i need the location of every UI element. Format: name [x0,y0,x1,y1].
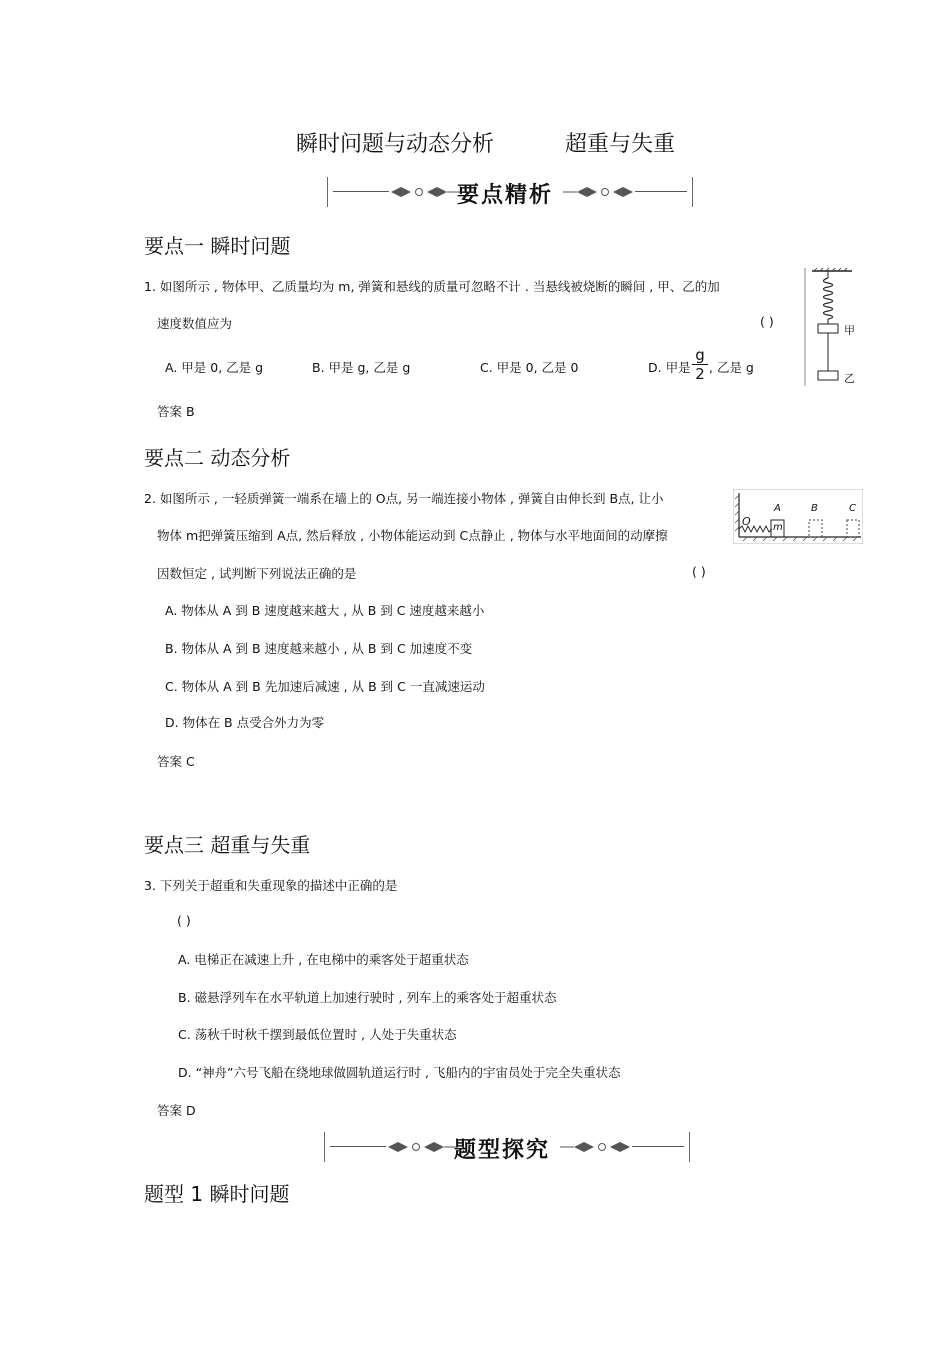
q3-option-c: C. 荡秋千时秋千摆到最低位置时 , 人处于失重状态 [178,1027,457,1042]
page-title-part2: 超重与失重 [565,132,676,157]
section-heading-1: 要点一 瞬时问题 [144,234,291,258]
section-banner-key-points [327,177,693,207]
q1-stem-line1: 1. 如图所示 , 物体甲、乙质量均为 m, 弹簧和悬线的质量可忽略不计 . 当悬线被烧断的瞬间 , 甲、乙的加 [144,279,720,294]
fig-label-jia: 甲 [844,324,855,337]
q3-stem-line1: 3. 下列关于超重和失重现象的描述中正确的是 [144,878,398,893]
fraction-denominator: 2 [695,365,705,383]
q2-option-b: B. 物体从 A 到 B 速度越来越小 , 从 B 到 C 加速度不变 [165,641,473,656]
q3-option-b: B. 磁悬浮列车在水平轨道上加速行驶时 , 列车上的乘客处于超重状态 [178,990,557,1005]
banner-title: 题型探究 [454,1138,551,1163]
q1-option-c: C. 甲是 0, 乙是 0 [480,360,579,375]
section-heading-2: 要点二 动态分析 [144,446,291,470]
ornament-icon [386,1140,458,1154]
q3-option-d: D. “神舟”六号飞船在绕地球做圆轨道运行时 , 飞船内的宇宙员处于完全失重状态 [178,1065,621,1080]
q3-answer-paren: ( ) [177,913,191,928]
ornament-icon [563,185,635,199]
q2-answer-paren: ( ) [692,564,706,579]
q1-answer-paren: ( ) [760,314,774,329]
section-heading-3: 要点三 超重与失重 [144,833,311,857]
q1-option-d-prefix: D. 甲是 [648,360,691,375]
banner-title: 要点精析 [457,183,554,208]
q2-option-d: D. 物体在 B 点受合外力为零 [165,715,325,730]
q2-stem-line1: 2. 如图所示 , 一轻质弹簧一端系在墙上的 O点, 另一端连接小物体 , 弹簧自由伸长到 B点, 让小 [144,491,664,506]
q3-option-a: A. 电梯正在减速上升 , 在电梯中的乘客处于超重状态 [178,952,469,967]
section-banner-question-types [324,1132,690,1162]
q2-option-a: A. 物体从 A 到 B 速度越来越大 , 从 B 到 C 速度越来越小 [165,603,485,618]
q1-figure [804,268,862,386]
q1-option-a: A. 甲是 0, 乙是 g [165,360,264,375]
ornament-icon [560,1140,632,1154]
q2-answer: 答案 C [157,754,195,769]
fig-label-yi: 乙 [844,372,855,385]
fig-label-a: A [774,503,781,514]
fig-label-b: B [811,503,818,514]
page-title-part1: 瞬时问题与动态分析 [296,132,495,157]
fig-label-o: O [742,515,751,528]
q3-answer: 答案 D [157,1103,196,1118]
q1-option-d-suffix: , 乙是 g [709,360,754,375]
horizontal-spring-diagram [733,489,863,544]
q2-stem-line2: 物体 m把弹簧压缩到 A点, 然后释放 , 小物体能运动到 C点静止 , 物体与水平地面间的动摩擦 [157,528,668,543]
q2-option-c: C. 物体从 A 到 B 先加速后减速 , 从 B 到 C 一直减速运动 [165,679,485,694]
fig-label-m: m [773,522,783,533]
q1-option-d-fraction [692,347,708,382]
q1-stem-line2: 速度数值应为 [157,316,233,331]
q1-option-b: B. 甲是 g, 乙是 g [312,360,411,375]
fig-label-c: C [849,503,856,514]
q2-stem-line3: 因数恒定 , 试判断下列说法正确的是 [157,566,357,581]
fraction-numerator: g [695,346,705,364]
q1-answer: 答案 B [157,404,195,419]
section-heading-4: 题型 1 瞬时问题 [144,1182,290,1206]
ornament-icon [389,185,461,199]
q2-figure [733,489,863,544]
